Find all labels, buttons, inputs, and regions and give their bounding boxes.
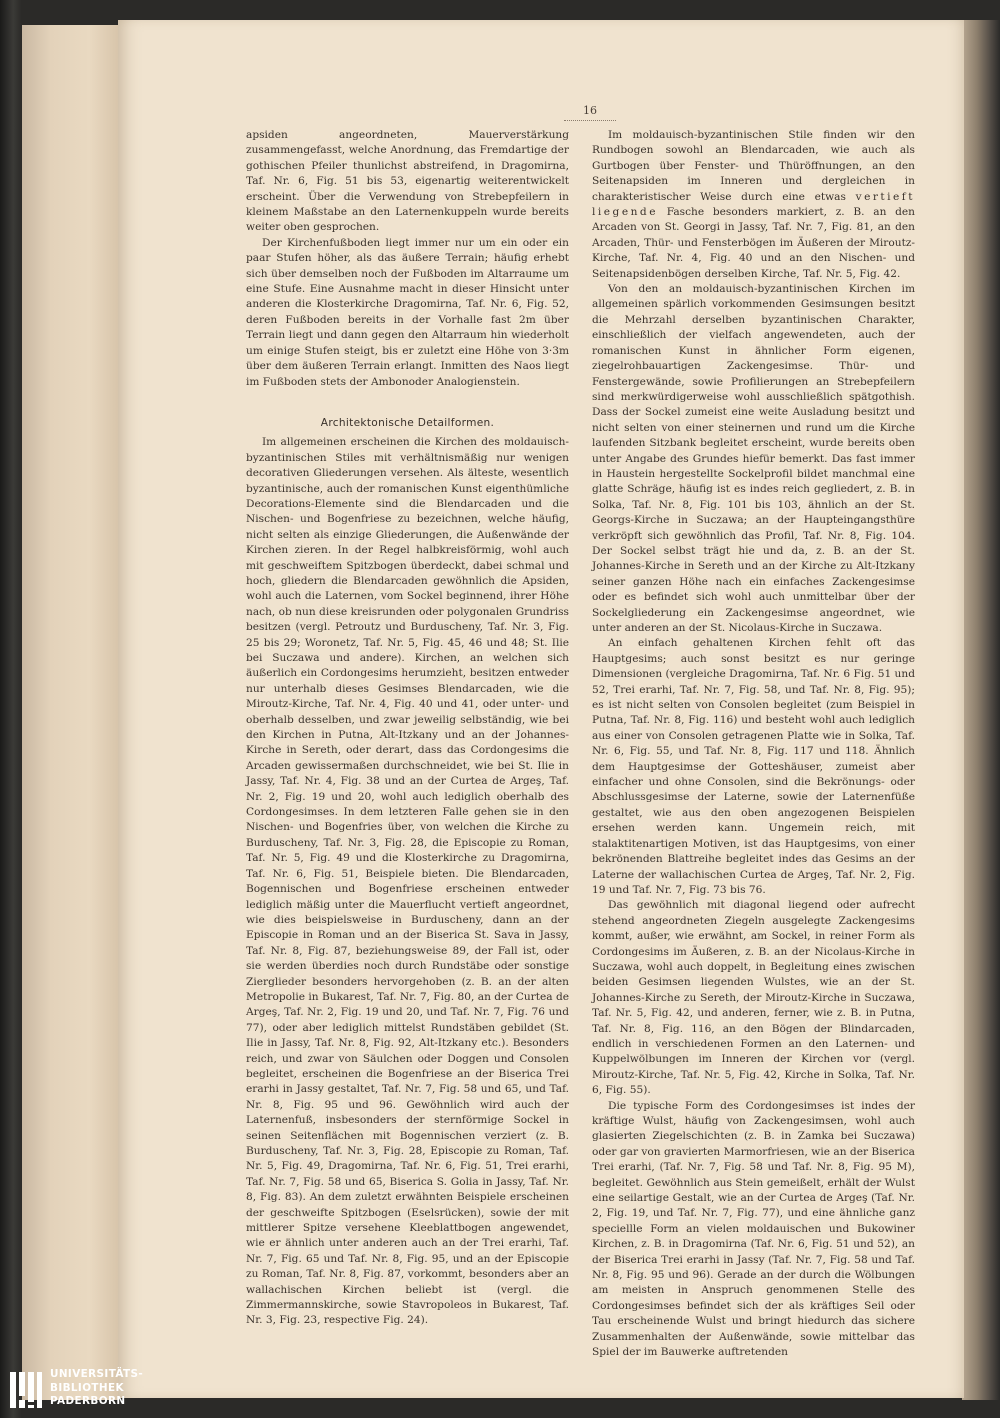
paragraph: Das gewöhnlich mit diagonal liegend oder aufrecht stehend angeordneten Ziegeln ausgelegte Zackengesims kommt, außer, wie erwähnt, am Sockel, in reiner Form als Cordongesims im Äußeren, z. B. an der Nicolaus-Kirche in Suczawa, wohl auch doppelt, in Begleitung eines zwischen beiden Gesimsen liegenden Wulstes, wie an der St. Johannes-Kirche zu Sereth, der Miroutz-Kirche in Suczawa, Taf. Nr. 5, Fig. 42, und anderen, ferner, wie z. B. in Putna, Taf. Nr. 8, Fig. 116, an den Bögen der Blindarcaden, endlich in verschiedenen Formen an den Laternen- und Kuppelwölbungen im Inneren der Kirchen vor (vergl. Miroutz-Kirche, Taf. Nr. 5, Fig. 42, Kirche in Solka, Taf. Nr. 6, Fig. 55). — [592, 899, 915, 1097]
page-number: 16 — [583, 104, 597, 117]
emphasized-text: vertieft liegende — [592, 190, 915, 219]
paragraph: Der Kirchenfußboden liegt immer nur um ein oder ein paar Stufen höher, als das äußere Terrain; häufig erhebt sich über demselben noch der Fußboden im Altarraume um eine Stufe. Eine Ausnahme macht in dieser Hinsicht unter anderen die Klosterkirche Dragomirna, Taf. Nr. 6, Fig. 52, deren Fußboden bereits in der Vorhalle fast 2m über Terrain liegt und dann gegen den Altarraum hin wiederholt um einige Stufen steigt, bis er zuletzt eine Höhe von 3·3m über dem äußeren Terrain erlangt. Inmitten des Naos liegt im Fußboden stets der Ambonoder Analogienstein. — [246, 236, 569, 388]
section-heading: Architektonische Detailformen. — [320, 416, 495, 429]
paragraph: apsiden angeordneten, Mauerverstärkung zusammengefasst, welche Anordnung, das Fremdartige der gothischen Pfeiler thunlichst abstreifend, in Dragomirna, Taf. Nr. 6, Fig. 51 bis 53, eigenartig weiterentwickelt erscheint. Über die Verwendung von Strebepfeilern in kleinem Maßstabe an den Laternenkuppeln wurde bereits weiter oben gesprochen. — [246, 129, 569, 234]
left-column — [246, 128, 569, 1329]
book-binding — [0, 0, 22, 1418]
logo-line: UNIVERSITÄTS- — [50, 1368, 144, 1380]
library-logo-text — [50, 1368, 143, 1409]
library-logo-icon — [8, 1370, 44, 1410]
paragraph: Die typische Form des Cordongesimses ist indes der kräftige Wulst, häufig von Zackengesimsen, wohl auch glasierten Ziegelschichten (z. B. in Zamka bei Suczawa) oder gar von gravierten Marmorfriesen, wie an der Biserica Trei erarhi, (Taf. Nr. 7, Fig. 58 und Taf. Nr. 8, Fig. 95 M), begleitet. Gewöhnlich aus Stein gemeißelt, erhält der Wulst eine seilartige Gestalt, wie an der Curtea de Argeş (Taf. Nr. 2, Fig. 19, und Taf. Nr. 7, Fig. 77), und eine ähnliche ganz speciellle Form an vielen moldauischen und Bukowiner Kirchen, z. B. in Dragomirna (Taf. Nr. 6, Fig. 51 und 52), an der Biserica Trei erarhi in Jassy (Taf. Nr. 7, Fig. 58 und Taf. Nr. 8, Fig. 95 und 96). Gerade an der durch die Wölbungen am meisten in Anspruch genommenen Stelle des Cordongesimses befindet sich der als kräftiges Seil oder Tau erscheinende Wulst und bringt hiedurch das sichere Zusammenhalten der Außenwände, sowie mittelbar das Spiel der im Bauwerke auftretenden — [592, 1099, 915, 1359]
separator-dots — [246, 390, 569, 396]
paragraph: An einfach gehaltenen Kirchen fehlt oft das Hauptgesims; auch sonst besitzt es nur geringe Dimensionen (vergleiche Dragomirna, Taf. Nr. 6 Fig. 51 und 52, Trei erarhi, Taf. Nr. 7, Fig. 58, und Taf. Nr. 8, Fig. 95); es ist nicht selten von Consolen begleitet (zum Beispiel in Putna, Taf. Nr. 8, Fig. 116) und besteht wohl auch lediglich aus einer von Consolen getragenen Platte wie in Solka, Taf. Nr. 6, Fig. 55, und Taf. Nr. 8, Fig. 117 und 118. Ähnlich dem Hauptgesimse der Gotteshäuser, zumeist aber einfacher und ohne Consolen, sind die Bekrönungs- oder Abschlussgesimse der Laterne, sowie der Laternenfüße gestaltet, wie aus den oben angezogenen Beispielen ersehen werden kann. Ungemein reich, mit stalaktitenartigen Motiven, ist das Hauptgesims, von einer bekrönenden Blattreihe begleitet indes das Gesims an der Laterne der wallachischen Curtea de Argeş, Taf. Nr. 2, Fig. 19 und Taf. Nr. 7, Fig. 73 bis 76. — [592, 637, 915, 896]
left-page-edge — [22, 25, 118, 1400]
right-column — [592, 128, 915, 1361]
paragraph — [592, 128, 915, 282]
paragraph: Im allgemeinen erscheinen die Kirchen des moldauisch-byzantinischen Stiles mit verhältnismäßig nur wenigen decorativen Gliederungen versehen. Als älteste, wesentlich byzantinische, auch der romanischen Kunst eigenthümliche Decorations-Elemente sind die Blendarcaden und die Nischen- und Bogenfriese zu bezeichnen, welche häufig, nicht selten als einzige Gliederungen, die Außenwände der Kirchen zieren. In der Regel halbkreisförmig, wohl auch mit geschweiftem Spitzbogen überdeckt, dabei schmal und hoch, gliedern die Blendarcaden gewöhnlich die Apsiden, wohl auch die Laternen, vom Sockel beginnend, ihrer Höhe nach, ob nun diese kreisrunden oder polygonalen Grundriss besitzen (vergl. Petroutz und Burduscheny, Taf. Nr. 3, Fig. 25 bis 29; Woronetz, Taf. Nr. 5, Fig. 45, 46 und 48; St. Ilie bei Suczawa und andere). Kirchen, an welchen sich äußerlich ein Cordongesims herumzieht, besitzen entweder nur unterhalb dieses Gesimses Blendarcaden, wie die Miroutz-Kirche, Taf. Nr. 4, Fig. 40 und 41, oder unter- und oberhalb desselben, und zwar jeweilig selbständig, wie bei den Kirchen in Putna, Alt-Itzkany und an der Johannes-Kirche in Sereth, oder derart, dass das Cordongesims die Arcaden gewissermaßen durchschneidet, wie bei St. Ilie in Jassy, Taf. Nr. 4, Fig. 38 und an der Curtea de Argeş, Taf. Nr. 2, Fig. 19 und 20, wohl auch lediglich oberhalb des Cordongesimses. In dem letzteren Falle gehen sie in den Nischen- und Bogenfries über, von welchen die Kirche zu Burduscheny, Taf. Nr. 3, Fig. 28, die Episcopie zu Roman, Taf. Nr. 5, Fig. 49 und die Klosterkirche zu Dragomirna, Taf. Nr. 6, Fig. 51, Beispiele bieten. Die Blendarcaden, Bogennischen und Bogenfriese erscheinen entweder lediglich mäßig unter die Mauerflucht vertieft angeordnet, wie dies beispielsweise in Burduscheny, dann an der Episcopie in Roman und an der Biserica St. Sava in Jassy, Taf. Nr. 8, Fig. 87, beziehungsweise 89, der Fall ist, oder sie werden überdies noch durch Rundstäbe oder sonstige Zierglieder besonders hervorgehoben (z. B. an der alten Metropolie in Bukarest, Taf. Nr. 7, Fig. 80, an der Curtea de Argeş, Taf. Nr. 2, Fig. 19 und 20, und Taf. Nr. 7, Fig. 76 und 77), oder aber lediglich mittelst Rundstäben gebildet (St. Ilie in Jassy, Taf. Nr. 8, Fig. 92, Alt-Itzkany etc.). Besonders reich, und zwar von Säulchen oder Doggen und Consolen begleitet, erscheinen die Bogenfriese an der Biserica Trei erarhi in Jassy gestaltet, Taf. Nr. 7, Fig. 58 und 65, und Taf. Nr. 8, Fig. 95 und 96. Gewöhnlich wird auch der Laternenfuß, insbesonders der sternförmige Sockel in seinen Seitenflächen mit Bogennischen verziert (z. B. Burduscheny, Taf. Nr. 3, Fig. 28, Episcopie zu Roman, Taf. Nr. 5, Fig. 49, Dragomirna, Taf. Nr. 6, Fig. 51, Trei erarhi, Taf. Nr. 7, Fig. 58 und 65, Biserica S. Golia in Jassy, Taf. Nr. 8, Fig. 83). An dem zuletzt erwähnten Beispiele erscheinen der geschweifte Spitzbogen (Eselsrücken), sowie der mit mittlerer Spitze versehene Kleeblattbogen angewendet, wie er ähnlich unter anderen auch an der Trei erarhi, Taf. Nr. 7, Fig. 65 und Taf. Nr. 8, Fig. 95, und an der Episcopie zu Roman, Taf. Nr. 8, Fig. 87, vorkommt, besonders aber an wallachischen Kirchen beliebt ist (vergl. die Zimmermannskirche, sowie Stavropoleos in Bukarest, Taf. Nr. 3, Fig. 23, respective Fig. 24). — [246, 436, 569, 1327]
paragraph-text: Im moldauisch-byzantinischen Stile finden wir den Rundbogen sowohl an Blendarcaden, wie auch als Gurtbogen über Fenster- und Thüröffnungen, an den Seitenapsiden im Inneren und dergleichen in charakteristischer Weise durch eine etwas — [592, 129, 915, 203]
library-logo — [8, 1366, 144, 1412]
paragraph: Von den an moldauisch-byzantinischen Kirchen im allgemeinen spärlich vorkommenden Gesimsungen besitzt die Mehrzahl derselben byzantinischen Charakter, einschließlich der vielfach angewendeten, auch der romanischen Kunst in ähnlicher Form eigenen, ziegelrohbauartigen Zackengesimse. Thür- und Fenstergewände, sowie Profilierungen an Strebepfeilern sind merkwürdigerweise wohl ausschließlich spätgothish. Dass der Sockel zumeist eine weite Ausladung besitzt und nicht selten von einer steinernen und rund um die Kirche laufenden Sitzbank begleitet erscheint, wurde bereits oben unter Angabe des Grundes hiefür bemerkt. Das fast immer in Haustein hergestellte Sockelprofil bildet manchmal eine glatte Schräge, häufig ist es indes reich gegliedert, z. B. in Solka, Taf. Nr. 8, Fig. 101 bis 103, ähnlich an der St. Georgs-Kirche in Suczawa; an der Haupteingangsthüre verkröpft sich gewöhnlich das Profil, Taf. Nr. 8, Fig. 104. Der Sockel selbst trägt hie und da, z. B. an der St. Johannes-Kirche in Sereth und an der Kirche zu Alt-Itzkany seiner ganzen Höhe nach ein einfaches Zackengesimse oder es befindet sich wohl auch unmittelbar über der Sockelgliederung ein Zackengesimse angeordnet, wie unter anderen an der St. Nicolaus-Kirche in Suczawa. — [592, 283, 915, 634]
book-page — [118, 20, 964, 1398]
page-number-rule — [564, 120, 616, 122]
paragraph-text: Fasche besonders markiert, z. B. an den Arcaden von St. Georgi in Jassy, Taf. Nr. 7, Fig. 81, an den Arcaden, Thür- und Fensterbögen im Äußeren der Miroutz-Kirche, Taf. Nr. 4, Fig. 40 und an den Nischen- und Seitenapsidenbögen derselben Kirche, Taf. Nr. 5, Fig. 42. — [592, 206, 915, 280]
next-page-edge — [962, 20, 1000, 1400]
logo-line: PADERBORN — [50, 1395, 126, 1407]
logo-line: BIBLIOTHEK — [50, 1381, 124, 1394]
